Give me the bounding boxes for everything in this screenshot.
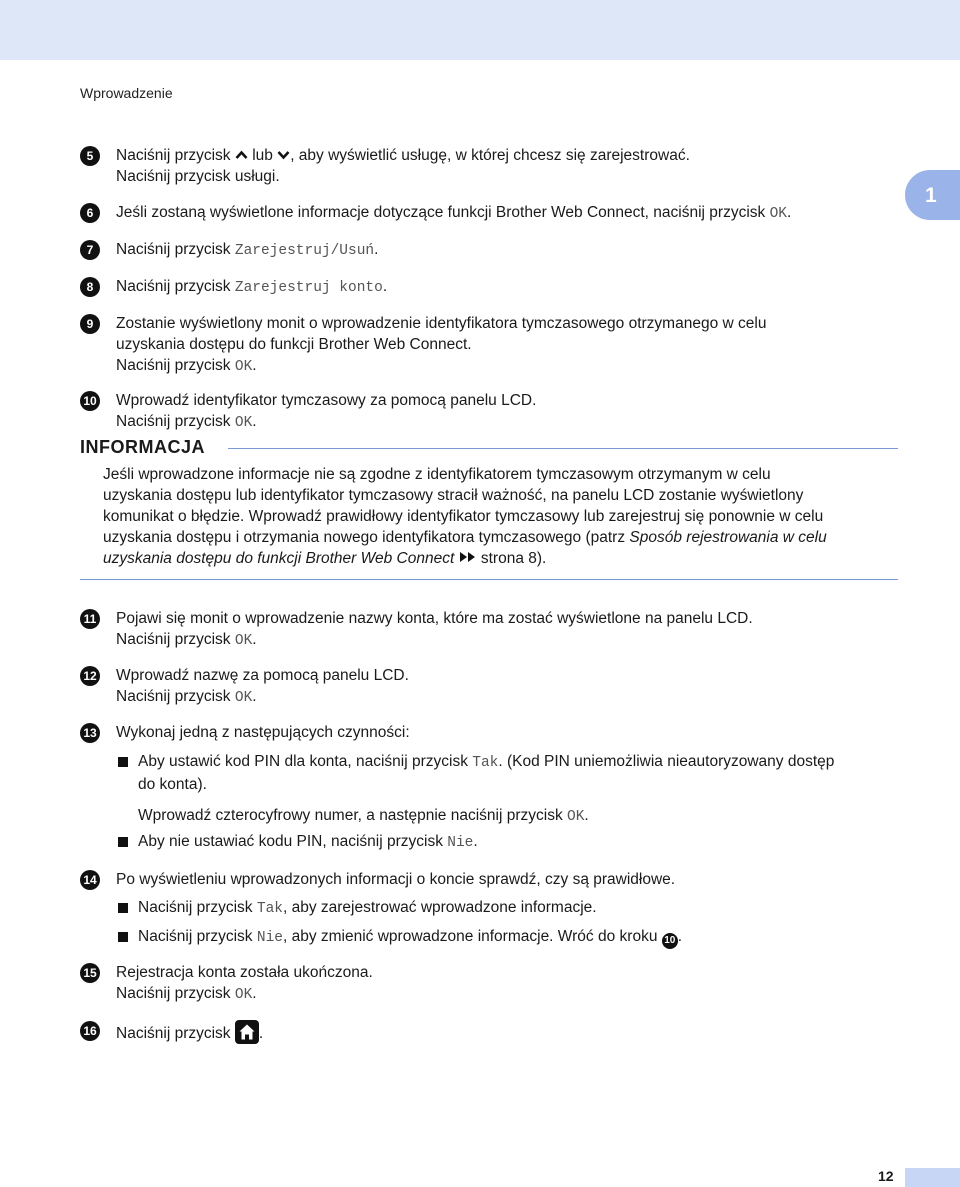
punctuation: . xyxy=(252,357,257,374)
note-text: komunikat o błędzie. Wprowadź prawidłowy identyfikator tymczasowy lub zarejestruj się ponownie w celu xyxy=(103,508,824,525)
button-code: Tak xyxy=(256,901,283,917)
bullet-item xyxy=(118,751,903,828)
step-text: Naciśnij przycisk xyxy=(116,241,231,258)
step-number: 11 xyxy=(80,609,100,629)
step-text: Naciśnij przycisk xyxy=(116,688,231,705)
bullet-text: Naciśnij przycisk xyxy=(138,899,253,916)
step-text: Naciśnij przycisk xyxy=(116,631,231,648)
button-code: OK xyxy=(769,206,787,222)
step-number: 13 xyxy=(80,723,100,743)
punctuation: . xyxy=(473,833,478,850)
step-number: 8 xyxy=(80,277,100,297)
bullet-square-icon xyxy=(118,932,128,942)
button-code: Zarejestruj konto xyxy=(234,280,383,296)
note-text: uzyskania dostępu i otrzymania nowego identyfikatora tymczasowego (patrz xyxy=(103,529,630,546)
button-code: OK xyxy=(234,690,253,706)
step-6 xyxy=(80,202,880,225)
punctuation: . xyxy=(252,631,257,648)
step-10 xyxy=(80,390,880,434)
step-number: 6 xyxy=(80,203,100,223)
bullet-square-icon xyxy=(118,903,128,913)
page-footer-bar xyxy=(905,1168,960,1187)
step-9 xyxy=(80,313,880,378)
button-code: Nie xyxy=(447,835,474,851)
bullet-item xyxy=(118,897,903,920)
bullet-text: Naciśnij przycisk xyxy=(138,928,253,945)
step-16 xyxy=(80,1020,880,1044)
step-text: Naciśnij przycisk xyxy=(116,357,231,374)
step-text: Wprowadź nazwę za pomocą panelu LCD. xyxy=(116,667,409,684)
page-number: 12 xyxy=(878,1168,894,1184)
punctuation: . xyxy=(252,413,257,430)
button-code: Nie xyxy=(256,930,283,946)
step-14 xyxy=(80,869,880,890)
note-text: uzyskania dostępu lub identyfikator tymczasowy stracił ważność, na panelu LCD zostanie wyświetlony xyxy=(103,487,804,504)
running-header: Wprowadzenie xyxy=(80,85,173,101)
step-7 xyxy=(80,239,880,262)
step-text: Rejestracja konta została ukończona. xyxy=(116,964,373,981)
step-number: 14 xyxy=(80,870,100,890)
step-number: 12 xyxy=(80,666,100,686)
step-number: 9 xyxy=(80,314,100,334)
punctuation: . xyxy=(677,928,683,945)
bullet-item xyxy=(118,831,903,854)
step-reference: 10 xyxy=(662,933,678,949)
step-text: Naciśnij przycisk xyxy=(116,278,231,295)
chapter-number: 1 xyxy=(925,184,937,207)
note-text: Jeśli wprowadzone informacje nie są zgodne z identyfikatorem tymczasowym otrzymanym w celu xyxy=(103,466,771,483)
button-code: Tak xyxy=(472,755,499,771)
step-number: 10 xyxy=(80,391,100,411)
note-text: strona 8). xyxy=(476,550,547,567)
step-8 xyxy=(80,276,880,299)
step-text: Wprowadź identyfikator tymczasowy za pomocą panelu LCD. xyxy=(116,392,537,409)
home-icon xyxy=(235,1020,259,1044)
note-reference: Sposób rejestrowania w celu xyxy=(629,529,827,546)
step-text: Naciśnij przycisk xyxy=(116,1025,231,1042)
punctuation: . xyxy=(382,278,388,295)
bullet-item xyxy=(118,926,903,949)
step-number: 16 xyxy=(80,1021,100,1041)
bullet-text: Aby ustawić kod PIN dla konta, naciśnij przycisk xyxy=(138,753,468,770)
note-body xyxy=(103,464,903,569)
step-text: Naciśnij przycisk xyxy=(116,985,231,1002)
bullet-text: do konta). xyxy=(138,776,207,793)
bullet-text: Wprowadź czterocyfrowy numer, a następnie naciśnij przycisk xyxy=(138,807,563,824)
note-divider-top xyxy=(228,448,898,449)
step-text: Naciśnij przycisk xyxy=(116,413,231,430)
step-text: lub xyxy=(252,147,273,164)
punctuation: . xyxy=(252,985,257,1002)
step-text: Po wyświetleniu wprowadzonych informacji o koncie sprawdź, czy są prawidłowe. xyxy=(116,871,676,888)
punctuation: . xyxy=(584,807,589,824)
button-code: OK xyxy=(234,987,253,1003)
bullet-square-icon xyxy=(118,837,128,847)
step-15 xyxy=(80,962,880,1006)
note-reference: uzyskania dostępu do funkcji Brother Web Connect xyxy=(103,550,455,567)
step-text: Wykonaj jedną z następujących czynności: xyxy=(116,724,410,741)
chapter-tab xyxy=(905,170,960,220)
step-5 xyxy=(80,145,880,187)
bullet-text: Aby nie ustawiać kodu PIN, naciśnij przycisk xyxy=(138,833,443,850)
note-title: INFORMACJA xyxy=(80,437,205,457)
step-text: , aby wyświetlić usługę, w której chcesz się zarejestrować. xyxy=(290,147,690,164)
step-text: Naciśnij przycisk usługi. xyxy=(116,168,280,185)
step-text: Zostanie wyświetlony monit o wprowadzenie identyfikatora tymczasowego otrzymanego w celu xyxy=(116,315,767,332)
punctuation: . xyxy=(787,204,792,221)
bullet-text: , aby zarejestrować wprowadzone informacje. xyxy=(282,899,597,916)
step-13 xyxy=(80,722,880,743)
step-number: 7 xyxy=(80,240,100,260)
button-code: OK xyxy=(567,809,585,825)
bullet-text: . (Kod PIN uniemożliwia nieautoryzowany dostęp xyxy=(498,753,835,770)
button-code: OK xyxy=(234,415,253,431)
bullet-text: , aby zmienić wprowadzone informacje. Wróć do kroku xyxy=(282,928,658,945)
punctuation: . xyxy=(252,688,257,705)
note-divider-bottom xyxy=(80,579,898,580)
step-text: uzyskania dostępu do funkcji Brother Web Connect. xyxy=(116,336,472,353)
punctuation: . xyxy=(374,241,379,258)
step-text: Pojawi się monit o wprowadzenie nazwy konta, które ma zostać wyświetlone na panelu LCD. xyxy=(116,610,753,627)
chevron-up-icon xyxy=(235,147,248,164)
button-code: OK xyxy=(234,633,253,649)
chevron-down-icon xyxy=(277,147,290,164)
step-text: Jeśli zostaną wyświetlone informacje dotyczące funkcji Brother Web Connect, naciśnij przycisk xyxy=(116,204,766,221)
button-code: Zarejestruj/Usuń xyxy=(234,243,375,259)
step-text: Naciśnij przycisk xyxy=(116,147,231,164)
step-12 xyxy=(80,665,880,709)
bullet-square-icon xyxy=(118,757,128,767)
step-number: 15 xyxy=(80,963,100,983)
step-number: 5 xyxy=(80,146,100,166)
punctuation: . xyxy=(258,1025,264,1042)
top-bar xyxy=(0,0,960,60)
button-code: OK xyxy=(234,359,253,375)
double-arrow-icon xyxy=(459,550,477,567)
step-11 xyxy=(80,608,880,652)
